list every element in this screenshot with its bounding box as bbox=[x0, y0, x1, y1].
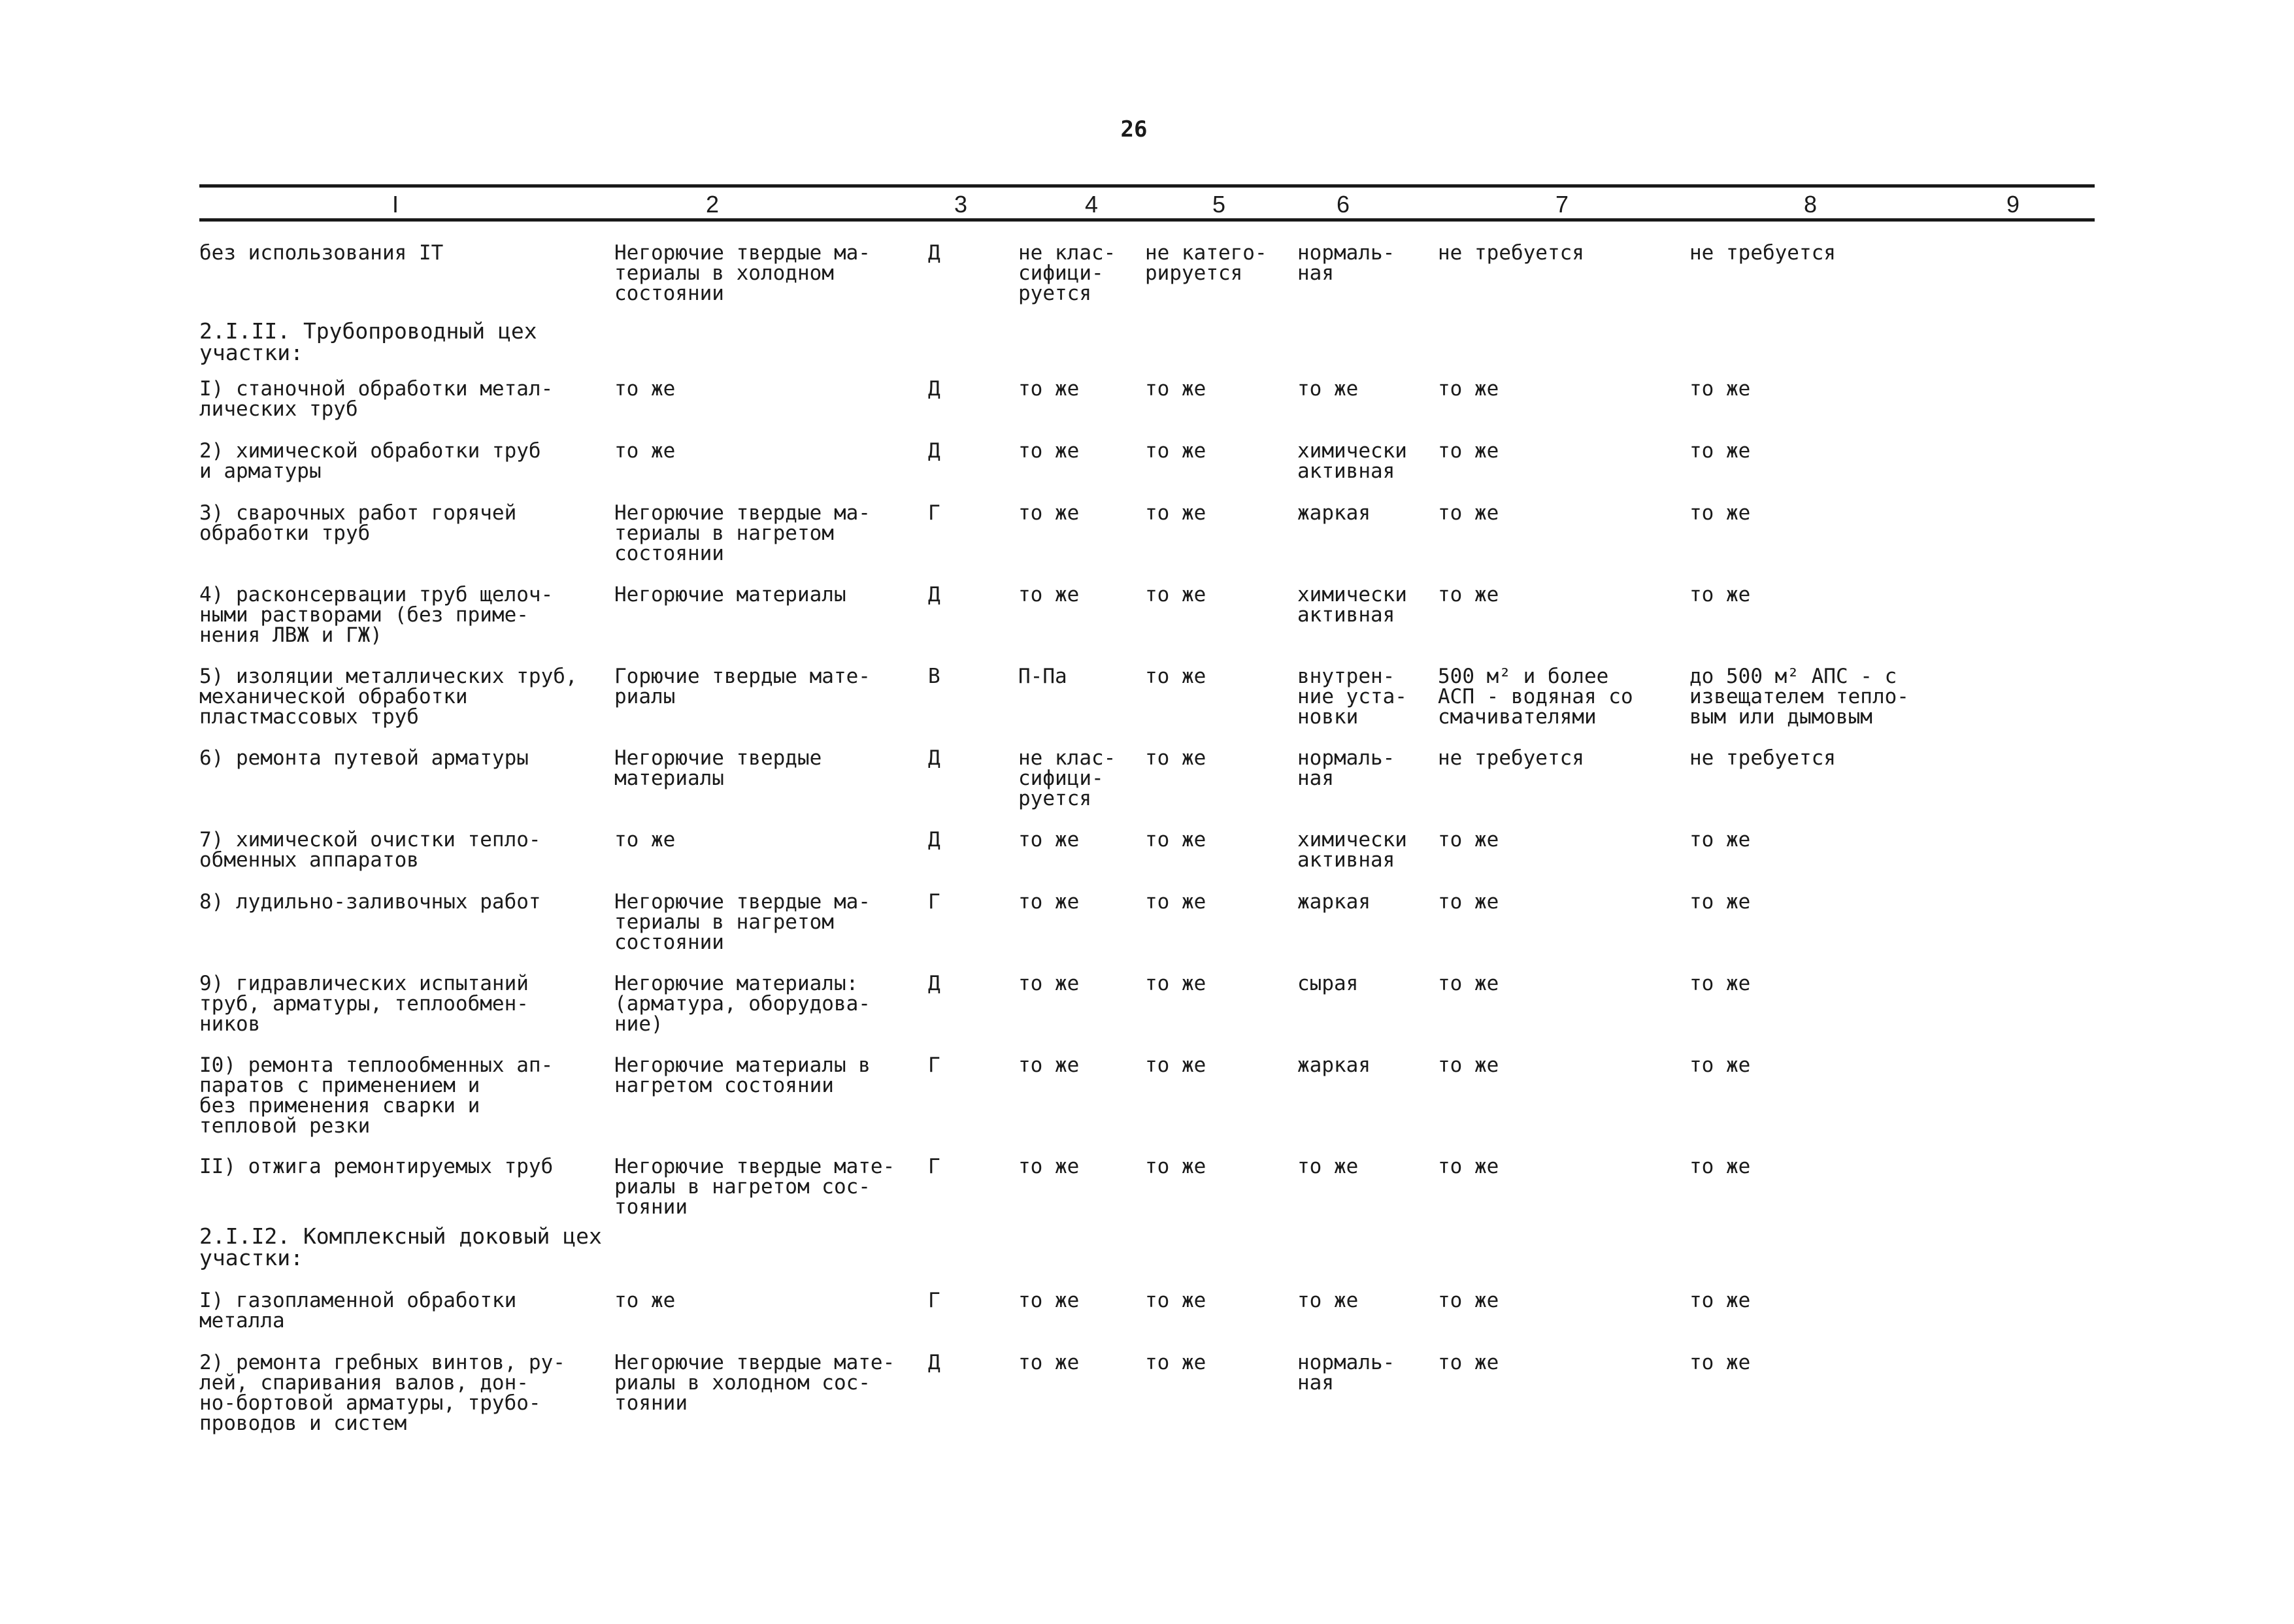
table-cell-col-8: то же bbox=[1689, 972, 1751, 995]
table-cell-col-1: II) отжига ремонтируемых труб bbox=[199, 1155, 554, 1178]
table-cell-col-2: Негорючие твердые мате- риалы в холодном сос- тоянии bbox=[614, 1351, 895, 1415]
table-cell-col-4: то же bbox=[1018, 828, 1080, 852]
table-cell-col-5: то же bbox=[1145, 746, 1206, 770]
table-cell-col-6: химически активная bbox=[1297, 828, 1407, 872]
table-cell-col-2: то же bbox=[614, 377, 676, 401]
table-cell-col-7: не требуется bbox=[1438, 241, 1584, 265]
table-cell-col-1: 3) сварочных работ горячей обработки труб bbox=[199, 501, 517, 545]
table-cell-col-8: то же bbox=[1689, 1289, 1751, 1312]
table-cell-col-5: то же bbox=[1145, 583, 1206, 606]
table-cell-col-5: то же bbox=[1145, 828, 1206, 852]
table-cell-col-7: то же bbox=[1438, 890, 1499, 914]
table-cell-col-8: то же bbox=[1689, 377, 1751, 401]
table-cell-col-6: сырая bbox=[1297, 972, 1359, 995]
table-cell-col-1: 2) ремонта гребных винтов, ру- лей, спаривания валов, дон- но-бортовой арматуры, трубо- проводов и систем bbox=[199, 1351, 565, 1435]
table-cell-col-7: то же bbox=[1438, 1053, 1499, 1077]
table-cell-col-3: Г bbox=[928, 1053, 940, 1077]
table-cell-col-3: Д bbox=[928, 972, 940, 995]
table-cell-col-4: то же bbox=[1018, 1351, 1080, 1374]
table-cell-col-7: то же bbox=[1438, 377, 1499, 401]
table-cell-col-1: I) станочной обработки метал- лических труб bbox=[199, 377, 554, 421]
table-cell-col-3: Д bbox=[928, 439, 940, 463]
header-col-7: 7 bbox=[1555, 191, 1569, 218]
table-cell-col-4: то же bbox=[1018, 439, 1080, 463]
table-cell-col-8: не требуется bbox=[1689, 241, 1836, 265]
table-cell-col-7: то же bbox=[1438, 1289, 1499, 1312]
table-cell-col-8: то же bbox=[1689, 501, 1751, 525]
table-cell-col-4: то же bbox=[1018, 377, 1080, 401]
table-cell-col-4: то же bbox=[1018, 972, 1080, 995]
table-cell-col-1: без использования IT bbox=[199, 241, 444, 265]
table-cell-col-2: Негорючие материалы bbox=[614, 583, 846, 606]
table-cell-col-2: то же bbox=[614, 439, 676, 463]
section-title: 2.I.I2. Комплексный доковый цех участки: bbox=[199, 1223, 602, 1270]
table-cell-col-6: внутрен- ние уста- новки bbox=[1297, 665, 1407, 729]
table-cell-col-6: химически активная bbox=[1297, 583, 1407, 627]
table-cell-col-6: то же bbox=[1297, 1155, 1359, 1178]
table-cell-col-4: то же bbox=[1018, 583, 1080, 606]
table-cell-col-6: нормаль- ная bbox=[1297, 746, 1395, 790]
table-cell-col-7: то же bbox=[1438, 828, 1499, 852]
header-col-4: 4 bbox=[1085, 191, 1099, 218]
header-col-9: 9 bbox=[2006, 191, 2020, 218]
table-cell-col-7: не требуется bbox=[1438, 746, 1584, 770]
table-cell-col-7: то же bbox=[1438, 1155, 1499, 1178]
table-cell-col-3: Г bbox=[928, 501, 940, 525]
table-cell-col-7: то же bbox=[1438, 1351, 1499, 1374]
table-cell-col-3: Д bbox=[928, 583, 940, 606]
table-cell-col-3: Д bbox=[928, 746, 940, 770]
table-cell-col-3: Г bbox=[928, 1289, 940, 1312]
table-cell-col-4: то же bbox=[1018, 1155, 1080, 1178]
table-cell-col-2: Негорючие твердые материалы bbox=[614, 746, 822, 790]
section-title: 2.I.II. Трубопроводный цех участки: bbox=[199, 318, 537, 365]
table-cell-col-4: то же bbox=[1018, 501, 1080, 525]
table-cell-col-1: 4) расконсервации труб щелоч- ными растворами (без приме- нения ЛВЖ и ГЖ) bbox=[199, 583, 554, 647]
table-cell-col-5: не катего- рируется bbox=[1145, 241, 1267, 285]
table-cell-col-1: I) газопламенной обработки металла bbox=[199, 1289, 517, 1333]
table-cell-col-1: 7) химической очистки тепло- обменных аппаратов bbox=[199, 828, 541, 872]
table-cell-col-5: то же bbox=[1145, 1351, 1206, 1374]
table-cell-col-5: то же bbox=[1145, 501, 1206, 525]
table-cell-col-1: 9) гидравлических испытаний труб, арматуры, теплообмен- ников bbox=[199, 972, 529, 1036]
table-cell-col-7: то же bbox=[1438, 583, 1499, 606]
table-cell-col-7: то же bbox=[1438, 439, 1499, 463]
table-cell-col-6: химически активная bbox=[1297, 439, 1407, 483]
table-cell-col-6: нормаль- ная bbox=[1297, 241, 1395, 285]
table-cell-col-7: 500 м² и более АСП - водяная со смачивателями bbox=[1438, 665, 1633, 729]
table-cell-col-7: то же bbox=[1438, 972, 1499, 995]
header-col-5: 5 bbox=[1212, 191, 1226, 218]
table-cell-col-8: то же bbox=[1689, 1053, 1751, 1077]
table-cell-col-6: жаркая bbox=[1297, 501, 1371, 525]
table-cell-col-2: то же bbox=[614, 1289, 676, 1312]
table-cell-col-3: Д bbox=[928, 828, 940, 852]
table-cell-col-3: Д bbox=[928, 1351, 940, 1374]
table-cell-col-2: Негорючие твердые ма- териалы в нагретом состоянии bbox=[614, 890, 871, 954]
table-cell-col-2: Негорючие твердые ма- териалы в нагретом состоянии bbox=[614, 501, 871, 565]
header-col-3: 3 bbox=[954, 191, 968, 218]
table-cell-col-2: Негорючие материалы в нагретом состоянии bbox=[614, 1053, 871, 1097]
table-cell-col-3: В bbox=[928, 665, 940, 688]
header-col-6: 6 bbox=[1337, 191, 1350, 218]
table-cell-col-8: то же bbox=[1689, 890, 1751, 914]
table-cell-col-6: жаркая bbox=[1297, 890, 1371, 914]
table-cell-col-8: до 500 м² АПС - с извещателем тепло- вым или дымовым bbox=[1689, 665, 1909, 729]
table-cell-col-1: 5) изоляции металлических труб, механической обработки пластмассовых труб bbox=[199, 665, 578, 729]
table-cell-col-4: П-Па bbox=[1018, 665, 1067, 688]
table-cell-col-8: то же bbox=[1689, 583, 1751, 606]
table-cell-col-2: Негорючие твердые мате- риалы в нагретом сос- тоянии bbox=[614, 1155, 895, 1219]
table-cell-col-8: то же bbox=[1689, 828, 1751, 852]
table-cell-col-3: Г bbox=[928, 890, 940, 914]
header-col-8: 8 bbox=[1804, 191, 1818, 218]
table-cell-col-8: то же bbox=[1689, 1351, 1751, 1374]
table-cell-col-6: жаркая bbox=[1297, 1053, 1371, 1077]
table-cell-col-3: Г bbox=[928, 1155, 940, 1178]
table-cell-col-4: не клас- сифици- руется bbox=[1018, 241, 1116, 305]
table-cell-col-3: Д bbox=[928, 377, 940, 401]
page-number: 26 bbox=[1120, 116, 1148, 142]
header-col-1: I bbox=[392, 191, 399, 218]
table-cell-col-5: то же bbox=[1145, 890, 1206, 914]
table-cell-col-4: не клас- сифици- руется bbox=[1018, 746, 1116, 810]
table-cell-col-8: не требуется bbox=[1689, 746, 1836, 770]
table-cell-col-2: Негорючие твердые ма- териалы в холодном состоянии bbox=[614, 241, 871, 305]
table-cell-col-2: Негорючие материалы: (арматура, оборудова- ние) bbox=[614, 972, 871, 1036]
table-cell-col-5: то же bbox=[1145, 1289, 1206, 1312]
table-cell-col-1: 2) химической обработки труб и арматуры bbox=[199, 439, 541, 483]
table-cell-col-6: нормаль- ная bbox=[1297, 1351, 1395, 1395]
table-cell-col-5: то же bbox=[1145, 972, 1206, 995]
table-cell-col-8: то же bbox=[1689, 1155, 1751, 1178]
table-cell-col-6: то же bbox=[1297, 377, 1359, 401]
table-cell-col-5: то же bbox=[1145, 1155, 1206, 1178]
table-cell-col-7: то же bbox=[1438, 501, 1499, 525]
table-cell-col-5: то же bbox=[1145, 1053, 1206, 1077]
table-cell-col-4: то же bbox=[1018, 1053, 1080, 1077]
table-cell-col-4: то же bbox=[1018, 890, 1080, 914]
table-cell-col-4: то же bbox=[1018, 1289, 1080, 1312]
header-col-2: 2 bbox=[706, 191, 720, 218]
table-cell-col-1: 8) лудильно-заливочных работ bbox=[199, 890, 541, 914]
table-cell-col-1: 6) ремонта путевой арматуры bbox=[199, 746, 529, 770]
table-cell-col-5: то же bbox=[1145, 665, 1206, 688]
table-cell-col-3: Д bbox=[928, 241, 940, 265]
table-cell-col-6: то же bbox=[1297, 1289, 1359, 1312]
table-cell-col-2: Горючие твердые мате- риалы bbox=[614, 665, 871, 708]
table-cell-col-8: то же bbox=[1689, 439, 1751, 463]
table-cell-col-1: I0) ремонта теплообменных ап- паратов с применением и без применения сварки и тепловой резки bbox=[199, 1053, 554, 1138]
table-cell-col-5: то же bbox=[1145, 439, 1206, 463]
table-cell-col-5: то же bbox=[1145, 377, 1206, 401]
table-cell-col-2: то же bbox=[614, 828, 676, 852]
